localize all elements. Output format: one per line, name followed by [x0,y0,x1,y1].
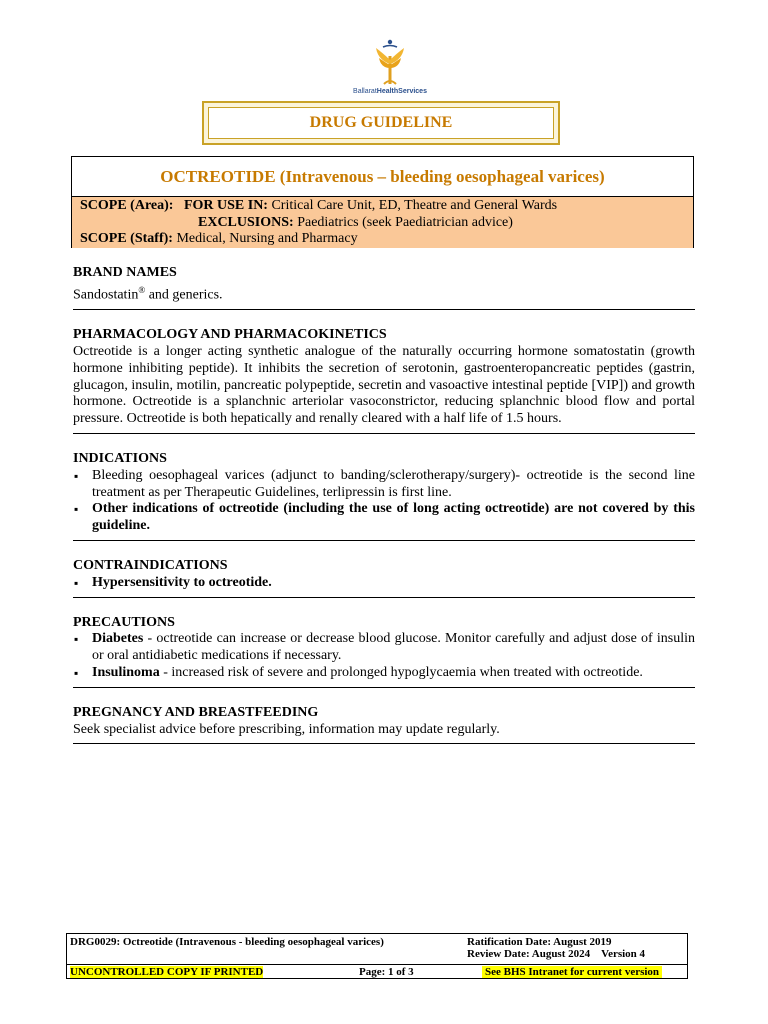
footer-dates [467,936,687,960]
section-heading: BRAND NAMES [73,265,177,280]
pharmacology-text: Octreotide is a longer acting synthetic analogue of the naturally occurring hormone somatostatin (growth hormone inhibiting peptide). It inhibits the secretion of serotonin, gastroenteropancreatic peptides (gastrin, glucagon, insulin, motilin, pancreatic polypeptide, secretin and vasoactive intestinal peptide [VIP]) and growth hormone. Octreotide is a splanchnic arteriolar vasoconstrictor, reducing splanchnic blood flow and portal pressure. Octreotide is both hepatically and renally cleared with a half life of 1.5 hours. [73,344,695,427]
review-version: Review Date: August 2024 Version 4 [467,948,646,960]
footer-doc-ref: DRG0029: Octreotide (Intravenous - bleeding oesophageal varices) [70,936,384,948]
section-pregnancy [73,705,695,745]
section-heading: PREGNANCY AND BREASTFEEDING [73,704,319,720]
scope-area-line: SCOPE (Area): FOR USE IN: Critical Care Unit, ED, Theatre and General Wards [80,198,558,213]
section-divider [73,687,695,688]
section-divider [73,743,695,744]
list-item: ▪ Other indications of octreotide (including the use of long acting octreotide) are not covered by this guideline. [73,501,695,535]
precautions-list [73,631,695,681]
section-precautions [73,615,695,688]
section-contraindications [73,558,695,598]
section-heading: INDICATIONS [73,451,167,467]
section-divider [73,540,695,541]
section-divider [73,597,695,598]
logo-wordmark: BallaratHealthServices [353,88,427,95]
title-scope-table [71,156,694,248]
section-pharmacology [73,327,695,434]
footer-status-row [67,964,687,979]
scope-block [72,197,693,248]
list-item: ▪ Hypersensitivity to octreotide. [73,575,695,592]
pregnancy-text: Seek specialist advice before prescribing, information may update regularly. [73,721,500,737]
section-indications [73,451,695,541]
scope-exclusions-line: EXCLUSIONS: Paediatrics (seek Paediatrician advice) [198,214,513,230]
contraindications-list [73,575,695,592]
list-item: ▪ Insulinoma - increased risk of severe and prolonged hypoglycaemia when treated with octreotide. [73,665,695,682]
list-item: ▪ Diabetes - octreotide can increase or decrease blood glucose. Monitor carefully and adjust dose of insulin or oral antidiabetic medications if necessary. [73,631,695,665]
section-heading: CONTRAINDICATIONS [73,558,228,574]
intranet-notice: See BHS Intranet for current version [482,966,662,978]
ballarat-health-services-logo [350,38,430,100]
document-footer [66,933,688,979]
guideline-body [73,265,695,761]
logo-flower-icon [350,38,430,88]
indications-list [73,468,695,535]
section-divider [73,309,695,310]
section-heading: PRECAUTIONS [73,614,175,630]
brand-names-text: Sandostatin® and generics. [73,284,223,303]
uncontrolled-copy-notice: UNCONTROLLED COPY IF PRINTED [70,966,264,978]
drug-guideline-banner [202,101,560,145]
title-row [72,157,693,197]
list-item: ▪ Bleeding oesophageal varices (adjunct to banding/sclerotherapy/surgery)- octreotide is the second line treatment as per Therapeutic Guidelines, terlipressin is first line. [73,468,695,502]
doc-type-heading: DRUG GUIDELINE [309,114,453,131]
section-brand-names [73,265,695,310]
section-heading: PHARMACOLOGY AND PHARMACOKINETICS [73,327,387,343]
section-divider [73,433,695,434]
page-number: Page: 1 of 3 [359,966,414,978]
scope-staff-line: SCOPE (Staff): Medical, Nursing and Pharmacy [80,231,358,246]
drug-title: OCTREOTIDE (Intravenous – bleeding oesophageal varices) [160,166,605,186]
ratification-date: Ratification Date: August 2019 [467,936,612,948]
